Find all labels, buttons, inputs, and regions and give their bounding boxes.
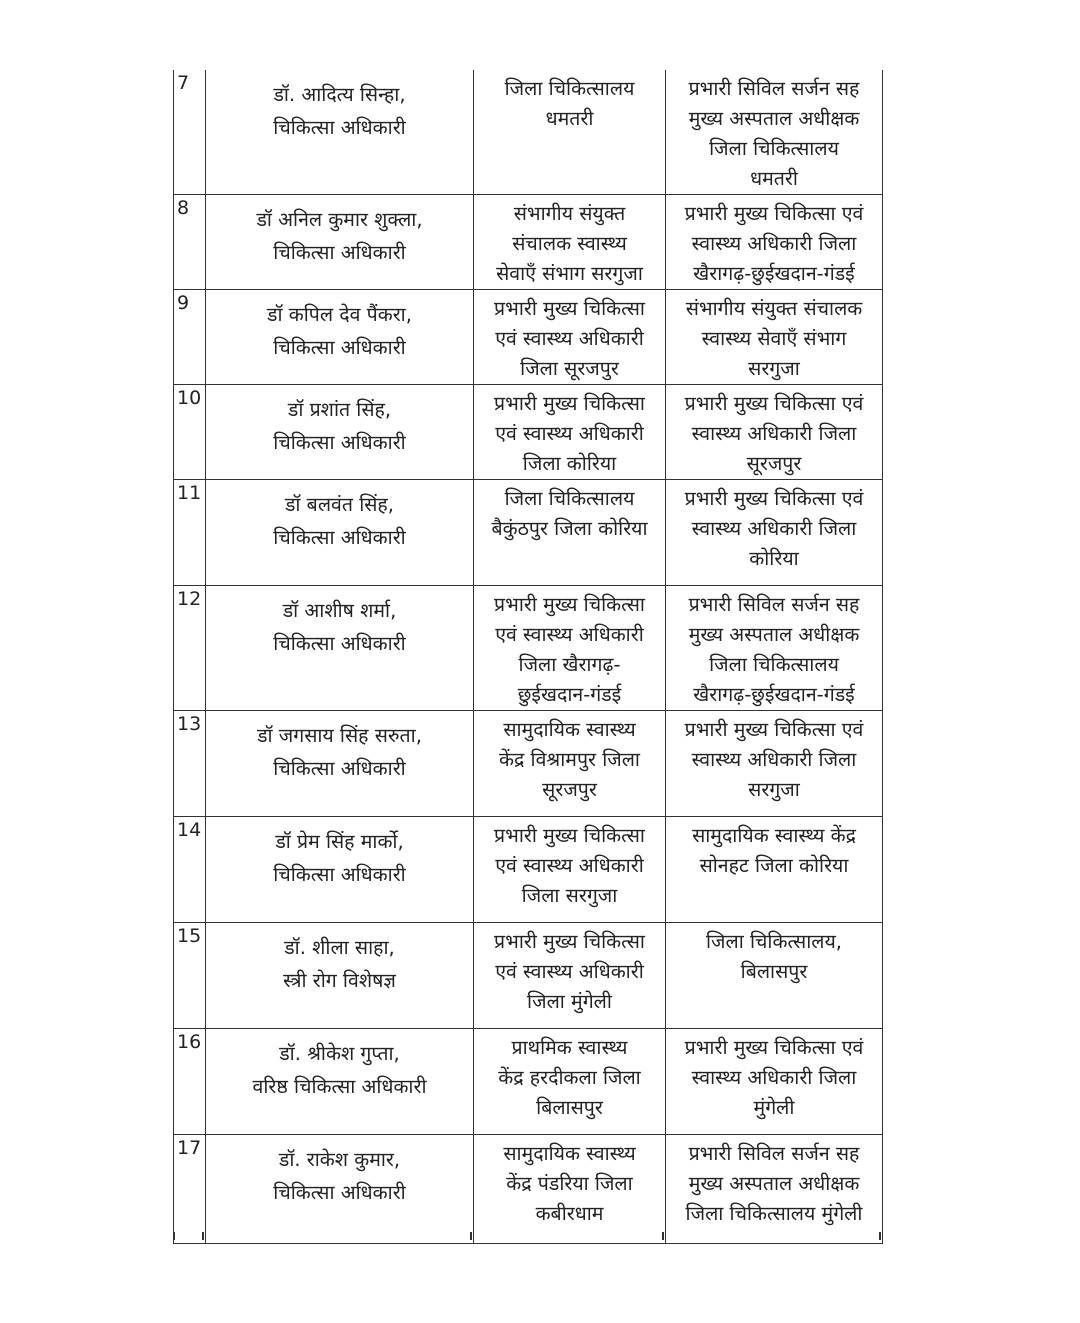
serial-number: 11	[174, 480, 206, 586]
table-border-stub	[470, 1232, 472, 1240]
current-posting-line: प्राथमिक स्वास्थ्य	[511, 1036, 628, 1059]
new-posting-line: प्रभारी सिविल सर्जन सह	[688, 1142, 860, 1165]
officer-name-line: डॉ प्रेम सिंह मार्को,	[275, 830, 404, 853]
new-posting-line: मुंगेली	[753, 1096, 795, 1119]
officer-name-line: चिकित्सा अधिकारी	[273, 526, 406, 549]
table-row	[174, 195, 883, 290]
new-posting-line: मुख्य अस्पताल अधीक्षक	[688, 107, 860, 130]
current-posting-cell	[474, 290, 666, 385]
new-posting-line: खैरागढ़-छुईखदान-गंडई	[693, 262, 855, 285]
current-posting-cell	[474, 817, 666, 923]
current-posting-line: प्रभारी मुख्य चिकित्सा	[494, 593, 645, 616]
current-posting-line: प्रभारी मुख्य चिकित्सा	[494, 392, 645, 415]
officer-name-line: डॉ. श्रीकेश गुप्ता,	[279, 1042, 400, 1065]
serial-number: 12	[174, 586, 206, 711]
current-posting-line: सेवाएँ संभाग सरगुजा	[496, 262, 643, 285]
current-posting-cell	[474, 385, 666, 480]
current-posting-cell	[474, 1029, 666, 1135]
new-posting-cell	[666, 817, 883, 923]
current-posting-line: केंद्र विश्रामपुर जिला	[499, 748, 640, 771]
new-posting-line: स्वास्थ्य सेवाएँ संभाग	[701, 327, 847, 350]
current-posting-line: जिला कोरिया	[522, 452, 617, 475]
officer-name-cell	[206, 70, 474, 195]
current-posting-line: बिलासपुर	[536, 1096, 603, 1119]
current-posting-line: केंद्र हरदीकला जिला	[498, 1066, 641, 1089]
current-posting-line: संचालक स्वास्थ्य	[512, 232, 627, 255]
new-posting-cell	[666, 290, 883, 385]
new-posting-line: जिला चिकित्सालय	[709, 137, 839, 160]
new-posting-line: बिलासपुर	[740, 960, 808, 983]
new-posting-cell	[666, 711, 883, 817]
officer-name-line: डॉ प्रशांत सिंह,	[287, 398, 392, 421]
current-posting-cell	[474, 1135, 666, 1244]
current-posting-line: जिला चिकित्सालय	[504, 487, 635, 510]
officer-name-line: चिकित्सा अधिकारी	[273, 116, 406, 139]
current-posting-cell	[474, 70, 666, 195]
officer-name-cell	[206, 290, 474, 385]
current-posting-cell	[474, 480, 666, 586]
table-row	[174, 385, 883, 480]
officer-name-line: चिकित्सा अधिकारी	[273, 632, 406, 655]
new-posting-line: खैरागढ़-छुईखदान-गंडई	[693, 683, 855, 706]
table-row	[174, 1135, 883, 1244]
current-posting-line: छुईखदान-गंडई	[517, 683, 622, 706]
new-posting-line: मुख्य अस्पताल अधीक्षक	[688, 1172, 860, 1195]
table-row	[174, 586, 883, 711]
new-posting-line: प्रभारी मुख्य चिकित्सा एवं	[684, 392, 864, 415]
serial-number: 7	[174, 70, 206, 195]
current-posting-line: कबीरधाम	[535, 1202, 604, 1225]
officer-name-cell	[206, 385, 474, 480]
new-posting-line: धमतरी	[750, 167, 798, 190]
table-row	[174, 817, 883, 923]
new-posting-cell	[666, 586, 883, 711]
new-posting-line: स्वास्थ्य अधिकारी जिला	[691, 232, 857, 255]
officer-name-line: डॉ आशीष शर्मा,	[282, 599, 397, 622]
current-posting-cell	[474, 711, 666, 817]
table-row	[174, 480, 883, 586]
table-row	[174, 923, 883, 1029]
officer-name-line: चिकित्सा अधिकारी	[273, 431, 406, 454]
current-posting-cell	[474, 923, 666, 1029]
table-border-stub	[202, 1232, 204, 1240]
current-posting-cell	[474, 195, 666, 290]
new-posting-line: स्वास्थ्य अधिकारी जिला	[691, 1066, 857, 1089]
new-posting-line: कोरिया	[749, 547, 799, 570]
table-border-stub	[173, 1232, 175, 1240]
serial-number: 8	[174, 195, 206, 290]
new-posting-line: सरगुजा	[748, 778, 800, 801]
current-posting-line: सामुदायिक स्वास्थ्य	[503, 1142, 636, 1165]
serial-number: 16	[174, 1029, 206, 1135]
new-posting-line: सोनहट जिला कोरिया	[699, 854, 849, 877]
officer-name-line: चिकित्सा अधिकारी	[273, 1181, 406, 1204]
officer-name-line: डॉ जगसाय सिंह सरुता,	[257, 724, 422, 747]
new-posting-line: सरगुजा	[748, 357, 800, 380]
new-posting-line: स्वास्थ्य अधिकारी जिला	[691, 422, 857, 445]
new-posting-line: मुख्य अस्पताल अधीक्षक	[688, 623, 860, 646]
officer-name-line: चिकित्सा अधिकारी	[273, 241, 406, 264]
current-posting-cell	[474, 586, 666, 711]
current-posting-line: जिला सरगुजा	[521, 884, 618, 907]
officer-name-line: वरिष्ठ चिकित्सा अधिकारी	[252, 1075, 427, 1098]
new-posting-line: जिला चिकित्सालय	[709, 653, 839, 676]
new-posting-cell	[666, 385, 883, 480]
current-posting-line: प्रभारी मुख्य चिकित्सा	[494, 930, 645, 953]
transfer-table-body	[174, 70, 883, 1244]
new-posting-cell	[666, 195, 883, 290]
new-posting-cell	[666, 923, 883, 1029]
current-posting-line: केंद्र पंडरिया जिला	[506, 1172, 633, 1195]
current-posting-line: जिला सूरजपुर	[520, 357, 619, 380]
serial-number: 10	[174, 385, 206, 480]
new-posting-line: जिला चिकित्सालय मुंगेली	[685, 1202, 863, 1225]
table-border-stub	[879, 1232, 881, 1240]
current-posting-line: बैकुंठपुर जिला कोरिया	[491, 517, 648, 540]
new-posting-line: सूरजपुर	[746, 452, 802, 475]
officer-name-line: डॉ बलवंत सिंह,	[285, 493, 394, 516]
new-posting-line: प्रभारी मुख्य चिकित्सा एवं	[684, 202, 864, 225]
current-posting-line: एवं स्वास्थ्य अधिकारी	[495, 623, 644, 646]
current-posting-line: एवं स्वास्थ्य अधिकारी	[495, 960, 644, 983]
new-posting-line: प्रभारी मुख्य चिकित्सा एवं	[684, 487, 864, 510]
current-posting-line: एवं स्वास्थ्य अधिकारी	[495, 422, 644, 445]
serial-number: 13	[174, 711, 206, 817]
officer-name-cell	[206, 711, 474, 817]
table-row	[174, 290, 883, 385]
officer-name-line: डॉ. आदित्य सिन्हा,	[273, 83, 406, 106]
new-posting-line: स्वास्थ्य अधिकारी जिला	[691, 517, 857, 540]
current-posting-line: एवं स्वास्थ्य अधिकारी	[495, 327, 644, 350]
new-posting-line: जिला चिकित्सालय,	[706, 930, 842, 953]
current-posting-line: जिला चिकित्सालय	[504, 77, 635, 100]
table-border-stub	[662, 1232, 664, 1240]
current-posting-line: सूरजपुर	[542, 778, 597, 801]
new-posting-line: प्रभारी मुख्य चिकित्सा एवं	[684, 718, 864, 741]
officer-name-line: चिकित्सा अधिकारी	[273, 757, 406, 780]
serial-number: 14	[174, 817, 206, 923]
table-row	[174, 711, 883, 817]
current-posting-line: संभागीय संयुक्त	[513, 202, 626, 225]
officer-name-cell	[206, 817, 474, 923]
officer-name-line: डॉ. राकेश कुमार,	[278, 1148, 401, 1171]
new-posting-line: संभागीय संयुक्त संचालक	[685, 297, 863, 320]
officer-name-cell	[206, 1135, 474, 1244]
current-posting-line: प्रभारी मुख्य चिकित्सा	[494, 297, 645, 320]
officer-name-line: चिकित्सा अधिकारी	[273, 336, 406, 359]
officer-name-line: डॉ. शीला साहा,	[284, 936, 395, 959]
new-posting-line: प्रभारी मुख्य चिकित्सा एवं	[684, 1036, 864, 1059]
new-posting-line: प्रभारी सिविल सर्जन सह	[688, 593, 860, 616]
current-posting-line: सामुदायिक स्वास्थ्य	[503, 718, 636, 741]
serial-number: 15	[174, 923, 206, 1029]
officer-name-line: चिकित्सा अधिकारी	[273, 863, 406, 886]
current-posting-line: जिला खैरागढ़-	[518, 653, 621, 676]
serial-number: 17	[174, 1135, 206, 1244]
officer-name-cell	[206, 480, 474, 586]
current-posting-line: धमतरी	[545, 107, 594, 130]
new-posting-cell	[666, 1029, 883, 1135]
new-posting-cell	[666, 480, 883, 586]
new-posting-line: सामुदायिक स्वास्थ्य केंद्र	[692, 824, 856, 847]
officer-name-cell	[206, 586, 474, 711]
officer-name-cell	[206, 195, 474, 290]
current-posting-line: जिला मुंगेली	[527, 990, 612, 1013]
serial-number: 9	[174, 290, 206, 385]
current-posting-line: एवं स्वास्थ्य अधिकारी	[495, 854, 644, 877]
table-row	[174, 70, 883, 195]
new-posting-cell	[666, 70, 883, 195]
new-posting-line: प्रभारी सिविल सर्जन सह	[688, 77, 860, 100]
officer-name-cell	[206, 923, 474, 1029]
new-posting-line: स्वास्थ्य अधिकारी जिला	[691, 748, 857, 771]
officer-name-line: स्त्री रोग विशेषज्ञ	[283, 969, 396, 992]
current-posting-line: प्रभारी मुख्य चिकित्सा	[494, 824, 645, 847]
transfer-table	[173, 70, 883, 1244]
table-row	[174, 1029, 883, 1135]
new-posting-cell	[666, 1135, 883, 1244]
officer-name-cell	[206, 1029, 474, 1135]
officer-name-line: डॉ कपिल देव पैंकरा,	[267, 303, 412, 326]
officer-name-line: डॉ अनिल कुमार शुक्ला,	[256, 208, 423, 231]
